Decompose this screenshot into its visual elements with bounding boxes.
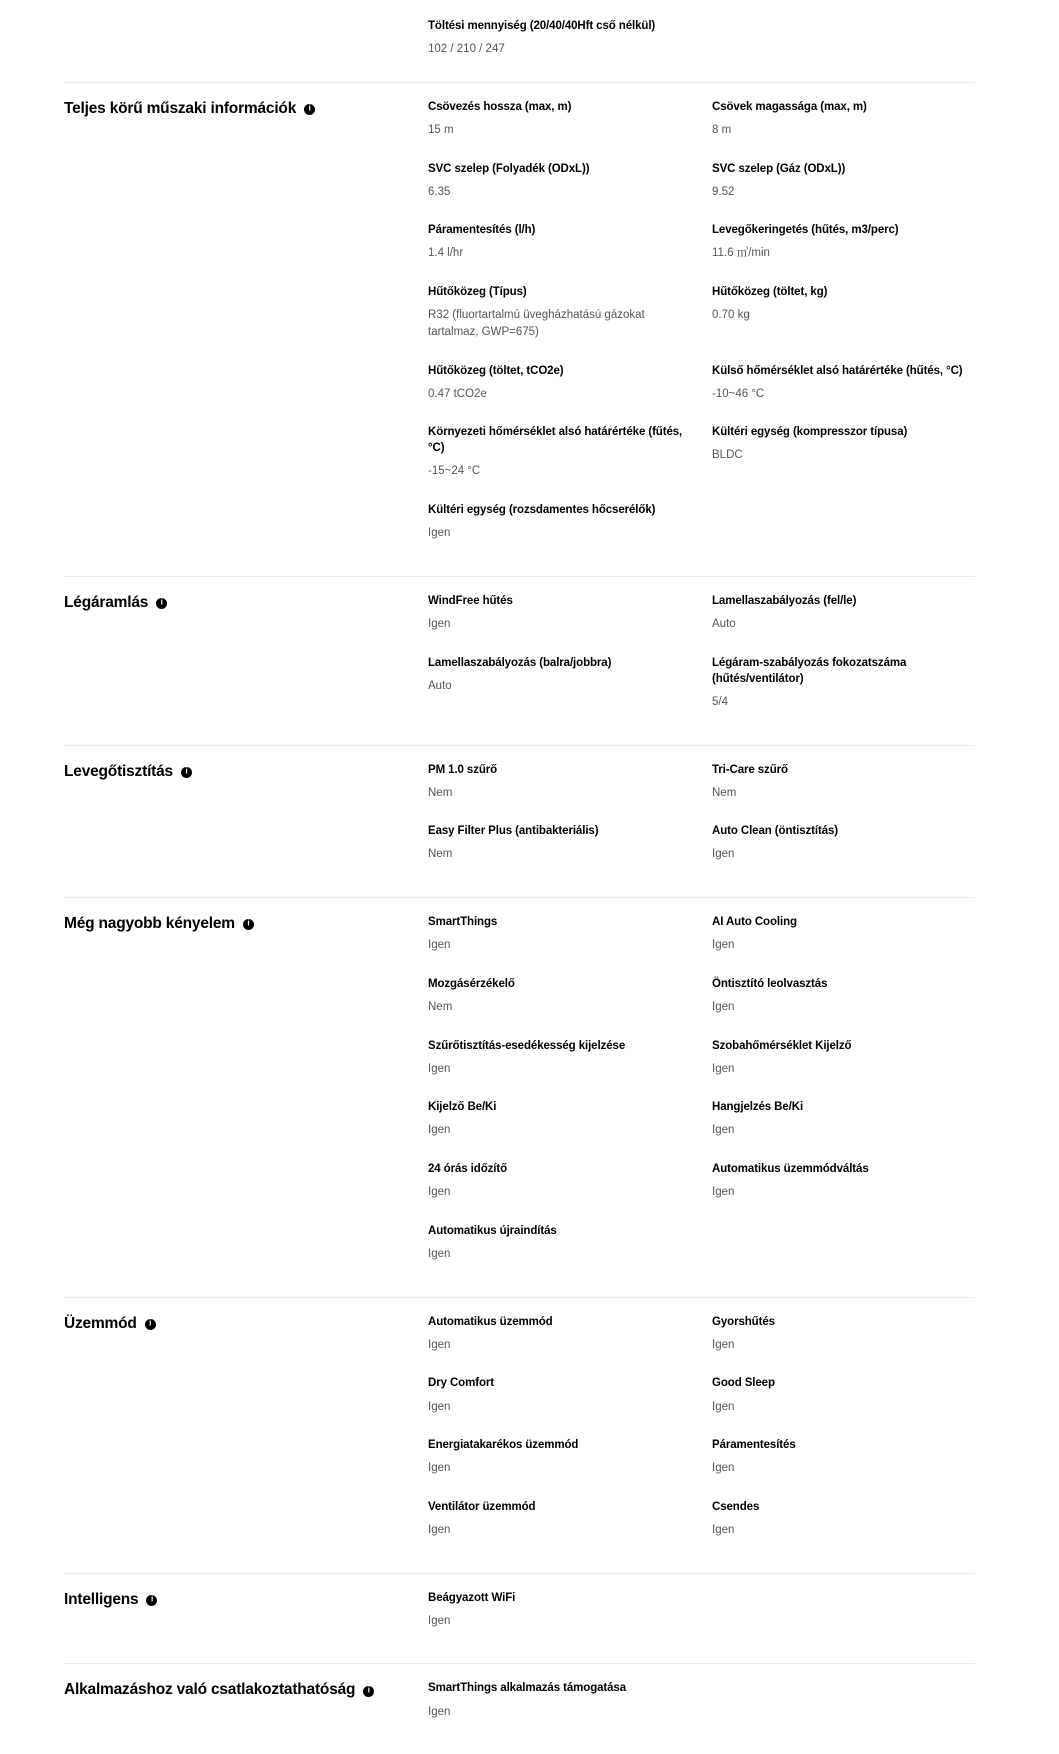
spec-value: Igen [712,848,735,861]
spec-value: 15 m [428,123,454,136]
spec-item [712,593,996,633]
spec-item [428,1437,712,1477]
spec-value: Igen [428,1124,451,1137]
spec-content [64,0,975,1754]
spec-label: Auto Clean (öntisztítás) [712,825,839,838]
spec-label: SVC szelep (Gáz (ODxL)) [712,162,846,175]
spec-value: Igen [428,1338,451,1351]
spec-label: Mozgásérzékelő [428,977,515,990]
spec-grid [428,762,996,864]
spec-item [712,1038,996,1078]
spec-item [712,99,996,139]
spec-value: Igen [428,617,451,630]
spec-section [64,1297,975,1573]
info-icon[interactable]: i [181,767,192,778]
spec-section [64,576,975,745]
spec-label: SmartThings alkalmazás támogatása [428,1682,627,1695]
section-title [64,99,428,119]
info-icon[interactable]: i [146,1595,157,1606]
spec-label: Külső hőmérséklet alsó határértéke (hűtés, °C) [712,364,963,377]
section-title-text: Teljes körű műszaki információk [64,99,297,117]
spec-value: 1.4 l/hr [428,247,464,260]
intro-spec-grid [428,18,975,58]
section-title-column [64,1680,428,1720]
spec-value: Igen [712,1186,735,1199]
section-title-text: Üzemmód [64,1314,137,1332]
spec-item [428,1038,712,1078]
spec-item [428,502,712,542]
spec-item [712,161,996,201]
spec-label: WindFree hűtés [428,594,513,607]
spec-item [712,1499,996,1539]
spec-label: AI Auto Cooling [712,916,797,929]
spec-value: Igen [428,1186,451,1199]
intro-spec-row [64,0,975,82]
spec-item [428,161,712,201]
spec-section [64,745,975,898]
spec-item [712,823,996,863]
spec-item [428,363,712,403]
spec-item [428,1375,712,1415]
spec-label: Gyorshűtés [712,1315,775,1328]
spec-item [428,1590,712,1630]
spec-item [712,1437,996,1477]
spec-value: -15~24 °C [428,465,481,478]
spec-label: PM 1.0 szűrő [428,763,498,776]
spec-value: Nem [428,786,453,799]
info-icon[interactable]: i [145,1319,156,1330]
spec-item [712,1161,996,1201]
spec-value: Igen [428,1524,451,1537]
spec-value: Igen [712,1124,735,1137]
spec-label: Csendes [712,1500,760,1513]
spec-label: Csövezés hossza (max, m) [428,100,572,113]
spec-item [712,1314,996,1354]
spec-item [428,1223,712,1263]
spec-label: Öntisztító leolvasztás [712,977,828,990]
spec-item [428,1499,712,1539]
section-title-column [64,593,428,711]
spec-grid [428,1680,996,1720]
spec-value: Igen [428,1705,451,1718]
spec-value: Igen [428,527,451,540]
spec-label: Páramentesítés [712,1439,796,1452]
spec-value: Auto [712,617,736,630]
spec-value: 0.70 kg [712,309,750,322]
spec-value: 102 / 210 / 247 [428,43,505,56]
info-icon[interactable]: i [156,598,167,609]
section-title [64,1680,428,1700]
spec-item [428,1161,712,1201]
spec-value: Igen [428,1062,451,1075]
spec-value: Igen [712,1400,735,1413]
spec-value: -10~46 °C [712,387,765,400]
spec-label: Energiatakarékos üzemmód [428,1439,579,1452]
spec-value: Igen [712,1338,735,1351]
spec-label: Tri-Care szűrő [712,763,788,776]
spec-item [712,363,996,403]
spec-item [712,1099,996,1139]
spec-item [712,976,996,1016]
spec-value: Igen [428,1614,451,1627]
section-title-text: Alkalmazáshoz való csatlakoztathatóság [64,1681,356,1699]
spec-value: Igen [428,1247,451,1260]
section-title-column [64,762,428,864]
spec-label: Hűtőközeg (Típus) [428,286,527,299]
spec-value: Igen [428,939,451,952]
spec-item [428,99,712,139]
spec-item [428,284,712,340]
spec-value: Igen [712,1062,735,1075]
spec-label: Automatikus üzemmódváltás [712,1163,869,1176]
spec-value: Igen [712,1524,735,1537]
spec-value: 6.35 [428,185,451,198]
spec-label: Kijelző Be/Ki [428,1101,497,1114]
spec-item [712,655,996,711]
spec-sections [64,82,975,1754]
spec-item [428,1099,712,1139]
spec-section [64,897,975,1297]
spec-label: SmartThings [428,916,498,929]
section-title [64,593,428,613]
spec-label: Automatikus üzemmód [428,1315,553,1328]
spec-value: 5/4 [712,695,728,708]
spec-value: Igen [428,1400,451,1413]
spec-label: Dry Comfort [428,1377,494,1390]
spec-label: Levegőkeringetés (hűtés, m3/perc) [712,224,899,237]
spec-label: Hűtőközeg (töltet, tCO2e) [428,364,564,377]
spec-grid [428,914,996,1263]
spec-item [712,762,996,802]
spec-item [428,1680,712,1720]
spec-value: 9.52 [712,185,735,198]
spec-value: 8 m [712,123,732,136]
info-icon[interactable]: i [243,919,254,930]
section-title-column [64,914,428,1263]
spec-item [712,222,996,262]
spec-label: Környezeti hőmérséklet alsó határértéke (fűtés, °C) [428,426,683,455]
spec-label: Légáram-szabályozás fokozatszáma (hűtés/ventilátor) [712,656,907,685]
spec-label: Beágyazott WiFi [428,1591,516,1604]
spec-item [712,1375,996,1415]
spec-section [64,1573,975,1664]
section-title-text: Levegőtisztítás [64,762,173,780]
spec-label: Hűtőközeg (töltet, kg) [712,286,828,299]
spec-grid [428,1590,996,1630]
spec-item [428,18,712,58]
spec-item [428,823,712,863]
spec-value: Nem [712,786,737,799]
spec-value: Nem [428,1000,453,1013]
spec-item [428,593,712,633]
spec-item [712,284,996,340]
spec-label: SVC szelep (Folyadék (ODxL)) [428,162,590,175]
spec-value: 0.47 tCO2e [428,387,487,400]
spec-label: 24 órás időzítő [428,1163,508,1176]
spec-label: Csövek magassága (max, m) [712,100,867,113]
spec-label: Good Sleep [712,1377,775,1390]
spec-item [428,914,712,954]
section-title [64,914,428,934]
spec-label: Szűrőtisztítás-esedékesség kijelzése [428,1039,626,1052]
spec-label: Kültéri egység (kompresszor típusa) [712,426,908,439]
section-title-text: Intelligens [64,1590,139,1608]
section-title-column [64,1590,428,1630]
section-title-text: Légáramlás [64,593,149,611]
spec-section [64,1663,975,1754]
spec-label: Ventilátor üzemmód [428,1500,536,1513]
info-icon[interactable]: i [304,104,315,115]
section-title-column [64,1314,428,1539]
spec-label: Lamellaszabályozás (fel/le) [712,594,857,607]
spec-label: Lamellaszabályozás (balra/jobbra) [428,656,612,669]
spec-value: Auto [428,679,452,692]
spec-grid [428,593,996,711]
spec-label: Kültéri egység (rozsdamentes hőcserélők) [428,504,656,517]
info-icon[interactable]: i [363,1686,374,1697]
spec-label: Szobahőmérséklet Kijelző [712,1039,852,1052]
spec-value: 11.6 ㎥/min [712,247,770,260]
spec-value: Igen [712,939,735,952]
spec-grid [428,1314,996,1539]
spec-value: Igen [712,1462,735,1475]
spec-item [712,424,996,480]
section-title [64,1314,428,1334]
spec-grid [428,99,996,542]
spec-value: R32 (fluortartalmú üvegházhatású gázokat tartalmaz, GWP=675) [428,309,645,338]
section-title [64,762,428,782]
spec-label: Easy Filter Plus (antibakteriális) [428,825,599,838]
spec-label: Töltési mennyiség (20/40/40Hft cső nélkül) [428,20,656,32]
spec-item [428,762,712,802]
spec-section [64,82,975,576]
section-title-text: Még nagyobb kényelem [64,915,235,933]
spec-value: Igen [428,1462,451,1475]
spec-item [428,655,712,711]
spec-label: Automatikus újraindítás [428,1224,557,1237]
spec-item [428,1314,712,1354]
spec-item [428,222,712,262]
spec-item [712,914,996,954]
section-title-column [64,99,428,542]
spec-label: Páramentesítés (l/h) [428,224,536,237]
spec-value: Nem [428,848,453,861]
spec-label: Hangjelzés Be/Ki [712,1101,804,1114]
spec-value: Igen [712,1000,735,1013]
spec-value: BLDC [712,449,743,462]
spec-item [428,976,712,1016]
spec-item [428,424,712,480]
